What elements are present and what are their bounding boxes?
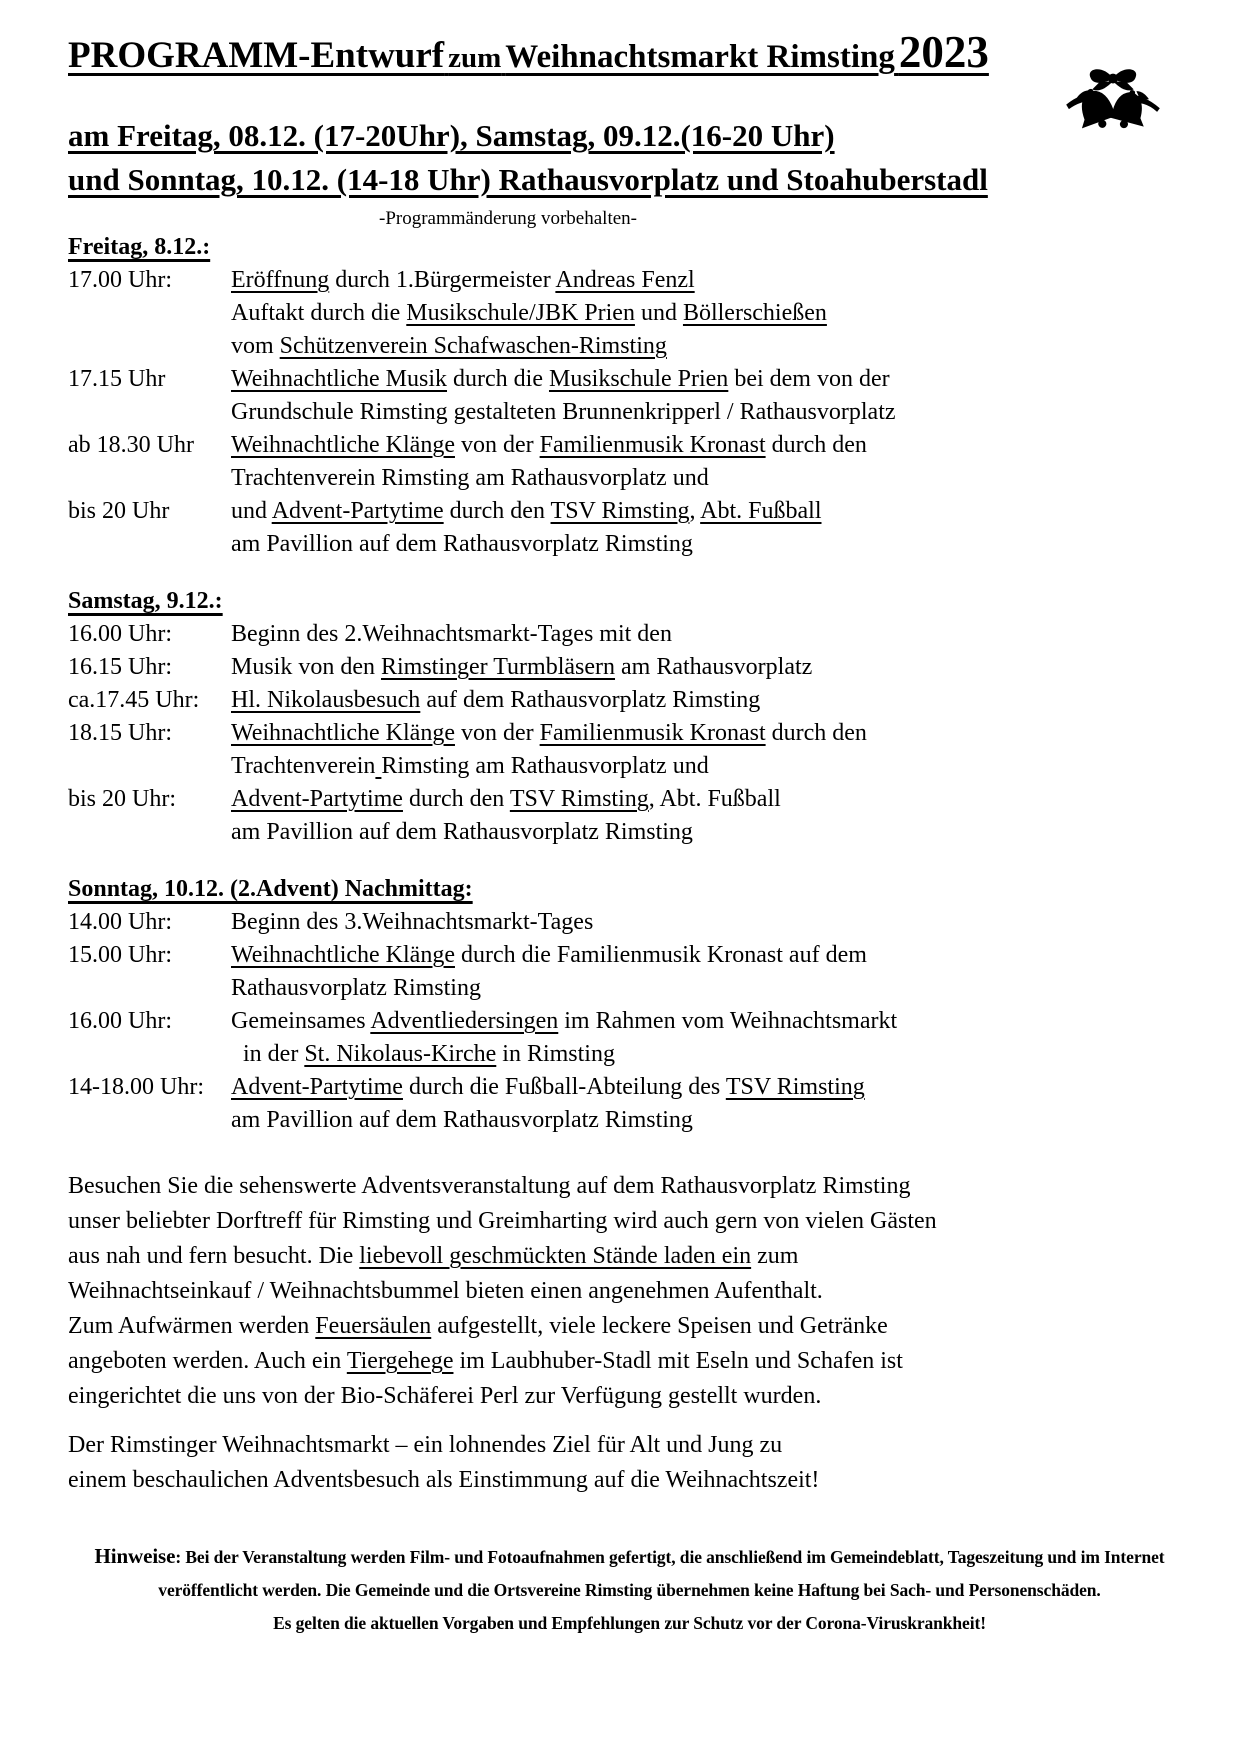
footer-label: Hinweise (94, 1544, 176, 1568)
time-label: ca.17.45 Uhr: (68, 687, 200, 713)
schedule-section (68, 588, 1191, 849)
underlined-text: Andreas Fenzl (555, 267, 695, 293)
footer-line-1-text: : Bei der Veranstaltung werden Film- und Fotoaufnahmen gefertigt, die anschließend im Gemeindeblatt, Tageszeitung und im Internet (175, 1547, 1165, 1567)
schedule-row (68, 939, 1191, 972)
underlined-text: St. Nikolaus-Kirche (304, 1041, 497, 1067)
subtitle-line-1: am Freitag, 08.12. (17-20Uhr), Samstag, 09.12.(16-20 Uhr) (68, 118, 835, 153)
text-segment: im Laubhuber-Stadl mit Eseln und Schafen ist (453, 1348, 903, 1374)
underlined-text: Weihnachtliche Klänge (231, 942, 455, 968)
text-segment: Trachtenverein (231, 753, 376, 779)
event-description (231, 1038, 615, 1071)
subtitle (68, 114, 1191, 202)
subtitle-line-2: und Sonntag, 10.12. (14-18 Uhr) Rathausvorplatz und Stoahuberstadl (68, 162, 988, 197)
event-description (231, 786, 781, 812)
paragraph (68, 1428, 1191, 1498)
time-label: 17.00 Uhr: (68, 267, 172, 293)
event-description (231, 753, 709, 779)
event-description (231, 621, 672, 647)
text-segment: Weihnachtseinkauf / Weihnachtsbummel bieten einen angenehmen Aufenthalt. (68, 1278, 823, 1304)
text-segment: durch die (447, 366, 549, 392)
text-segment: am Pavillion auf dem Rathausvorplatz Rimsting (231, 531, 693, 557)
text-segment: und (634, 300, 683, 326)
schedule-row (68, 618, 1191, 651)
underlined-text: Advent-Partytime (231, 786, 403, 812)
text-segment: durch 1.Bürgermeister (329, 267, 556, 293)
schedule-row (68, 1005, 1191, 1038)
underlined-text: Hl. Nikolausbesuch (231, 687, 421, 713)
footer-line-2: veröffentlicht werden. Die Gemeinde und die Ortsvereine Rimsting übernehmen keine Haftung bei Sach- und Personenschäden. (158, 1580, 1101, 1600)
event-description (231, 333, 667, 359)
text-segment: Besuchen Sie die sehenswerte Adventsveranstaltung auf dem Rathausvorplatz Rimsting (68, 1173, 911, 1199)
text-segment: am Rathausvorplatz (615, 654, 813, 680)
text-segment: Grundschule Rimsting gestalteten Brunnenkripperl / Rathausvorplatz (231, 399, 896, 425)
schedule-row (68, 363, 1191, 396)
underlined-text: Musikschule/JBK Prien (406, 300, 635, 326)
text-segment: Rimsting am Rathausvorplatz und (381, 753, 709, 779)
paragraph-line (68, 1428, 1191, 1463)
text-segment: Rathausvorplatz Rimsting (231, 975, 481, 1001)
schedule-row (68, 906, 1191, 939)
text-segment: Beginn des 3.Weihnachtsmarkt-Tages (231, 909, 594, 935)
time-label: 16.00 Uhr: (68, 621, 172, 647)
event-description (231, 654, 812, 680)
schedule-row (68, 528, 1191, 561)
text-segment: bei dem von der (728, 366, 890, 392)
underlined-text: liebevoll geschmückten Stände laden ein (359, 1243, 752, 1269)
time-label: 17.15 Uhr (68, 366, 166, 392)
underlined-text: Weihnachtliche Klänge (231, 432, 455, 458)
paragraph-line (68, 1344, 1191, 1379)
title-mid: zum (448, 42, 502, 74)
underlined-text: Familienmusik Kronast (539, 720, 766, 746)
text-segment: durch den (765, 720, 867, 746)
schedule-row (68, 1038, 1191, 1071)
text-segment: Trachtenverein Rimsting am Rathausvorplatz und (231, 465, 709, 491)
footer-line-1 (68, 1540, 1191, 1574)
underlined-text: Musikschule Prien (548, 366, 729, 392)
text-segment: aus nah und fern besucht. Die (68, 1243, 360, 1269)
schedule-row (68, 330, 1191, 363)
time-label: ab 18.30 Uhr (68, 432, 194, 458)
underlined-text: Weihnachtliche Klänge (231, 720, 455, 746)
section-header (68, 588, 1191, 615)
event-description (231, 1107, 693, 1133)
schedule-row (68, 651, 1191, 684)
text-segment: von der (454, 432, 540, 458)
schedule-row (68, 264, 1191, 297)
underlined-text: Feuersäulen (315, 1313, 432, 1339)
paragraph (68, 1169, 1191, 1414)
underlined-text: Adventliedersingen (370, 1008, 559, 1034)
text-segment: im Rahmen vom Weihnachtsmarkt (558, 1008, 898, 1034)
text-segment: durch den (443, 498, 551, 524)
event-description (231, 1074, 865, 1100)
text-segment: eingerichtet die uns von der Bio-Schäferei Perl zur Verfügung gestellt wurden. (68, 1383, 822, 1409)
text-segment: , Abt. Fußball (648, 786, 781, 812)
underlined-text: TSV Rimsting (725, 1074, 865, 1100)
schedule-row (68, 1104, 1191, 1137)
underlined-text: Advent-Partytime (271, 498, 444, 524)
text-segment: Gemeinsames (231, 1008, 371, 1034)
text-segment: Auftakt durch die (231, 300, 407, 326)
event-description (231, 267, 695, 293)
page-title (68, 26, 1191, 78)
underlined-text: Tiergehege (346, 1348, 454, 1374)
text-segment: , (689, 498, 701, 524)
schedule-row (68, 816, 1191, 849)
underlined-text: Weihnachtliche Musik (231, 366, 448, 392)
section-header-text: Sonntag, 10.12. (2.Advent) Nachmittag: (68, 876, 473, 902)
schedule-row (68, 1071, 1191, 1104)
text-segment: Der Rimstinger Weihnachtsmarkt – ein lohnendes Ziel für Alt und Jung zu (68, 1432, 783, 1458)
event-description (231, 432, 867, 458)
event-description (231, 687, 760, 713)
event-description (231, 399, 896, 425)
time-label: 16.00 Uhr: (68, 1008, 172, 1034)
schedule-section (68, 234, 1191, 561)
event-description (231, 909, 593, 935)
text-segment: Beginn des 2.Weihnachtsmarkt-Tages mit den (231, 621, 672, 647)
text-segment: Musik von den (231, 654, 381, 680)
schedule-section (68, 876, 1191, 1137)
text-segment: durch die Familienmusik Kronast auf dem (454, 942, 867, 968)
section-header-text: Freitag, 8.12.: (68, 234, 211, 260)
schedule-row (68, 717, 1191, 750)
underlined-text: Familienmusik Kronast (539, 432, 766, 458)
schedule-row (68, 396, 1191, 429)
schedule-row (68, 750, 1191, 783)
text-segment: und (231, 498, 272, 524)
paragraph-line (68, 1239, 1191, 1274)
text-segment: zum (751, 1243, 799, 1269)
time-label: 15.00 Uhr: (68, 942, 172, 968)
body-paragraphs (68, 1169, 1191, 1498)
time-label: bis 20 Uhr (68, 498, 170, 524)
schedule-row (68, 429, 1191, 462)
christmas-bells-icon (1059, 60, 1167, 152)
text-segment: am Pavillion auf dem Rathausvorplatz Rimsting (231, 1107, 693, 1133)
schedule-row (68, 783, 1191, 816)
paragraph-line (68, 1274, 1191, 1309)
paragraph-line (68, 1169, 1191, 1204)
underlined-text: Eröffnung (231, 267, 330, 293)
text-segment: von der (454, 720, 540, 746)
schedule-row (68, 297, 1191, 330)
text-segment: am Pavillion auf dem Rathausvorplatz Rimsting (231, 819, 693, 845)
text-segment: durch den (402, 786, 510, 812)
event-description (231, 300, 827, 326)
underlined-text: Advent-Partytime (231, 1074, 403, 1100)
underlined-text: TSV Rimsting (509, 786, 649, 812)
event-description (231, 1008, 897, 1034)
paragraph-line (68, 1463, 1191, 1498)
text-segment: auf dem Rathausvorplatz Rimsting (420, 687, 761, 713)
section-header (68, 876, 1191, 903)
event-description (231, 720, 867, 746)
event-description (231, 531, 693, 557)
section-header-text: Samstag, 9.12.: (68, 588, 223, 614)
underlined-text: Abt. Fußball (700, 498, 822, 524)
text-segment: einem beschaulichen Adventsbesuch als Einstimmung auf die Weihnachtszeit! (68, 1467, 820, 1493)
time-label: 18.15 Uhr: (68, 720, 172, 746)
footer-notice (68, 1540, 1191, 1640)
time-label: 16.15 Uhr: (68, 654, 172, 680)
event-description (231, 942, 867, 968)
footer-line-3: Es gelten die aktuellen Vorgaben und Empfehlungen zur Schutz vor der Corona-Viruskrankheit! (273, 1613, 986, 1633)
underlined-text: Böllerschießen (682, 300, 827, 326)
text-segment: angeboten werden. Auch ein (68, 1348, 347, 1374)
text-segment: durch den (765, 432, 867, 458)
time-label: bis 20 Uhr: (68, 786, 176, 812)
text-segment: vom (231, 333, 280, 359)
underlined-text: Schützenverein Schafwaschen-Rimsting (279, 333, 667, 359)
schedule-sections (68, 234, 1191, 1137)
text-segment: in Rimsting (496, 1041, 615, 1067)
underlined-text: Rimstinger Turmbläsern (381, 654, 616, 680)
text-segment: in der (243, 1041, 305, 1067)
event-description (231, 465, 709, 491)
event-description (231, 366, 890, 392)
text-segment: aufgestellt, viele leckere Speisen und Getränke (431, 1313, 888, 1339)
paragraph-line (68, 1204, 1191, 1239)
text-segment: Zum Aufwärmen werden (68, 1313, 316, 1339)
schedule-row (68, 684, 1191, 717)
text-segment: unser beliebter Dorftreff für Rimsting und Greimharting wird auch gern von vielen Gästen (68, 1208, 937, 1234)
event-description (231, 498, 822, 524)
program-change-note: -Programmänderung vorbehalten- (379, 208, 637, 229)
paragraph-line (68, 1309, 1191, 1344)
schedule-row (68, 462, 1191, 495)
title-rest: Weihnachtsmarkt Rimsting (505, 39, 895, 75)
underlined-text: TSV Rimsting (550, 498, 690, 524)
event-description (231, 819, 693, 845)
event-description (231, 975, 481, 1001)
schedule-row (68, 972, 1191, 1005)
time-label: 14.00 Uhr: (68, 909, 172, 935)
time-label: 14-18.00 Uhr: (68, 1074, 204, 1100)
paragraph-line (68, 1379, 1191, 1414)
schedule-row (68, 495, 1191, 528)
title-main: PROGRAMM-Entwurf (68, 35, 445, 76)
text-segment: durch die Fußball-Abteilung des (402, 1074, 726, 1100)
section-header (68, 234, 1191, 261)
title-year: 2023 (898, 27, 989, 77)
